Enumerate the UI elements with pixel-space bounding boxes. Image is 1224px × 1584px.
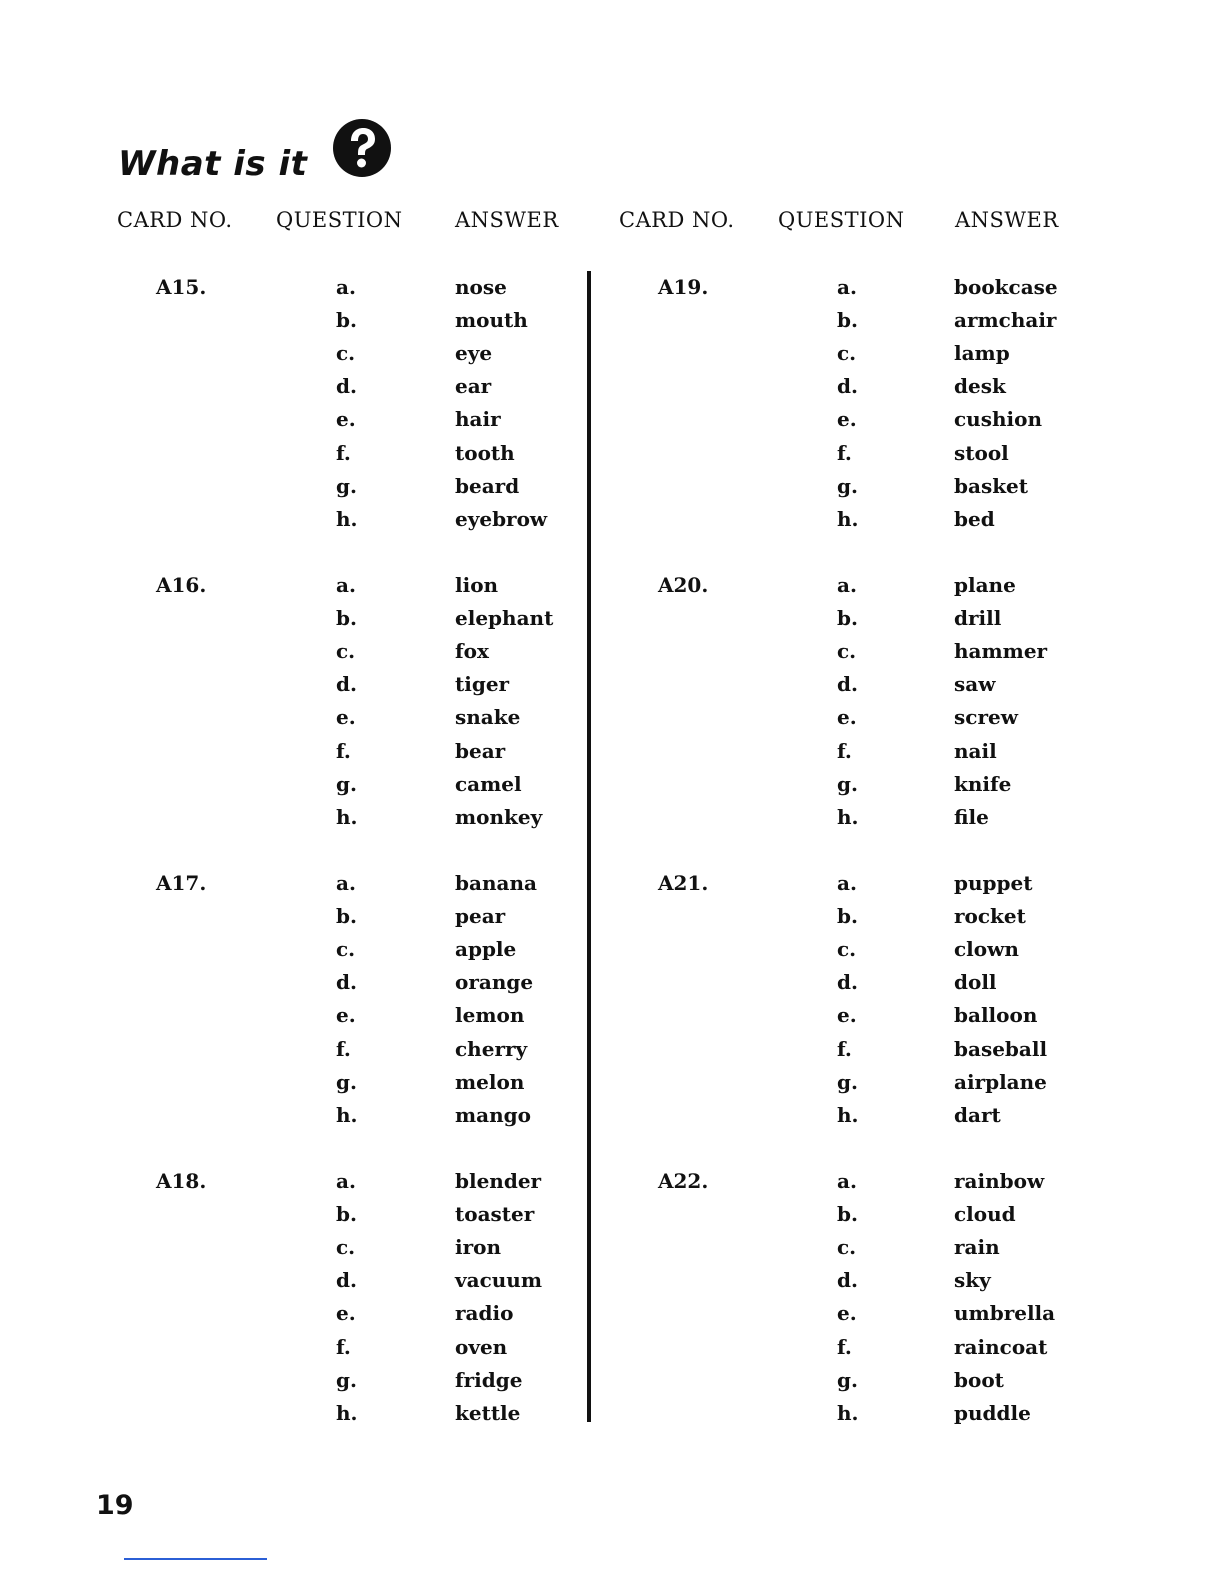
answer-text: rainbow bbox=[954, 1169, 1045, 1193]
question-letter: a. bbox=[837, 573, 857, 597]
answer-text: baseball bbox=[954, 1037, 1048, 1061]
answer-text: balloon bbox=[954, 1003, 1038, 1027]
card-number: A16. bbox=[156, 573, 207, 597]
answer-text: lamp bbox=[954, 341, 1010, 365]
question-letter: b. bbox=[336, 606, 357, 630]
page-number: 19 bbox=[96, 1490, 134, 1521]
question-letter: c. bbox=[336, 1235, 356, 1259]
answer-text: lemon bbox=[455, 1003, 525, 1027]
header-card-no-left: CARD NO. bbox=[117, 208, 233, 232]
question-letter: b. bbox=[837, 308, 858, 332]
answer-text: vacuum bbox=[455, 1268, 543, 1292]
header-answer-left: ANSWER bbox=[455, 208, 559, 232]
answer-text: hair bbox=[455, 407, 501, 431]
footer-rule bbox=[124, 1558, 267, 1560]
answer-text: cushion bbox=[954, 407, 1042, 431]
question-letter: c. bbox=[837, 937, 857, 961]
question-letter: e. bbox=[837, 705, 857, 729]
question-letter: g. bbox=[336, 1368, 357, 1392]
answer-text: sky bbox=[954, 1268, 991, 1292]
question-letter: f. bbox=[336, 1335, 351, 1359]
header-question-right: QUESTION bbox=[778, 208, 905, 232]
question-letter: e. bbox=[336, 1301, 356, 1325]
question-letter: e. bbox=[837, 407, 857, 431]
answer-text: raincoat bbox=[954, 1335, 1048, 1359]
question-letter: g. bbox=[837, 474, 858, 498]
question-letter: g. bbox=[336, 772, 357, 796]
answer-text: armchair bbox=[954, 308, 1057, 332]
question-letter: d. bbox=[336, 672, 357, 696]
question-letter: a. bbox=[336, 275, 356, 299]
question-letter: f. bbox=[336, 739, 351, 763]
answer-text: knife bbox=[954, 772, 1012, 796]
question-letter: e. bbox=[336, 407, 356, 431]
card-number: A15. bbox=[156, 275, 207, 299]
answer-text: eyebrow bbox=[455, 507, 548, 531]
question-letter: g. bbox=[336, 474, 357, 498]
question-letter: g. bbox=[837, 1070, 858, 1094]
answer-text: blender bbox=[455, 1169, 542, 1193]
answer-text: nose bbox=[455, 275, 507, 299]
answer-text: snake bbox=[455, 705, 521, 729]
question-letter: b. bbox=[336, 904, 357, 928]
answer-text: fridge bbox=[455, 1368, 523, 1392]
answer-text: puppet bbox=[954, 871, 1033, 895]
question-letter: e. bbox=[837, 1301, 857, 1325]
answer-text: lion bbox=[455, 573, 499, 597]
answer-text: bear bbox=[455, 739, 506, 763]
question-letter: h. bbox=[837, 507, 859, 531]
answer-text: banana bbox=[455, 871, 537, 895]
answer-text: nail bbox=[954, 739, 997, 763]
question-letter: c. bbox=[336, 639, 356, 663]
answer-text: iron bbox=[455, 1235, 502, 1259]
question-letter: d. bbox=[837, 970, 858, 994]
answer-text: beard bbox=[455, 474, 520, 498]
answer-text: mouth bbox=[455, 308, 528, 332]
answer-text: toaster bbox=[455, 1202, 535, 1226]
answer-text: cherry bbox=[455, 1037, 528, 1061]
answer-text: clown bbox=[954, 937, 1019, 961]
question-letter: a. bbox=[837, 871, 857, 895]
answer-text: orange bbox=[455, 970, 534, 994]
answer-text: umbrella bbox=[954, 1301, 1056, 1325]
answer-text: tiger bbox=[455, 672, 510, 696]
answer-text: camel bbox=[455, 772, 522, 796]
question-letter: d. bbox=[837, 374, 858, 398]
question-letter: h. bbox=[336, 1103, 358, 1127]
answer-text: fox bbox=[455, 639, 489, 663]
answer-text: eye bbox=[455, 341, 493, 365]
header-card-no-right: CARD NO. bbox=[619, 208, 735, 232]
question-letter: f. bbox=[837, 1335, 852, 1359]
question-mark-circle-icon bbox=[332, 118, 392, 178]
answer-text: stool bbox=[954, 441, 1009, 465]
question-letter: a. bbox=[336, 871, 356, 895]
question-letter: g. bbox=[336, 1070, 357, 1094]
question-letter: b. bbox=[336, 308, 357, 332]
question-letter: f. bbox=[837, 441, 852, 465]
column-divider bbox=[587, 271, 591, 1422]
question-letter: b. bbox=[837, 904, 858, 928]
answer-text: boot bbox=[954, 1368, 1004, 1392]
question-letter: h. bbox=[837, 1103, 859, 1127]
question-letter: e. bbox=[336, 1003, 356, 1027]
answer-text: pear bbox=[455, 904, 506, 928]
question-letter: h. bbox=[336, 507, 358, 531]
question-letter: e. bbox=[336, 705, 356, 729]
question-letter: f. bbox=[837, 1037, 852, 1061]
answer-text: bed bbox=[954, 507, 995, 531]
answer-text: kettle bbox=[455, 1401, 521, 1425]
answer-text: file bbox=[954, 805, 989, 829]
question-letter: g. bbox=[837, 772, 858, 796]
question-letter: a. bbox=[837, 275, 857, 299]
question-letter: a. bbox=[837, 1169, 857, 1193]
question-letter: f. bbox=[837, 739, 852, 763]
answer-text: tooth bbox=[455, 441, 515, 465]
question-letter: f. bbox=[336, 441, 351, 465]
answer-text: oven bbox=[455, 1335, 508, 1359]
question-letter: a. bbox=[336, 573, 356, 597]
answer-text: plane bbox=[954, 573, 1016, 597]
answer-text: hammer bbox=[954, 639, 1048, 663]
card-number: A18. bbox=[156, 1169, 207, 1193]
answer-text: monkey bbox=[455, 805, 543, 829]
header-answer-right: ANSWER bbox=[955, 208, 1059, 232]
page-title: What is it bbox=[118, 144, 308, 184]
question-letter: c. bbox=[837, 1235, 857, 1259]
question-letter: f. bbox=[336, 1037, 351, 1061]
answer-text: rocket bbox=[954, 904, 1026, 928]
answer-text: mango bbox=[455, 1103, 531, 1127]
question-letter: b. bbox=[837, 1202, 858, 1226]
answer-text: airplane bbox=[954, 1070, 1047, 1094]
answer-text: doll bbox=[954, 970, 997, 994]
answer-text: saw bbox=[954, 672, 996, 696]
question-letter: c. bbox=[336, 937, 356, 961]
question-letter: h. bbox=[837, 805, 859, 829]
question-letter: d. bbox=[336, 374, 357, 398]
answer-text: bookcase bbox=[954, 275, 1058, 299]
question-letter: c. bbox=[837, 639, 857, 663]
question-letter: g. bbox=[837, 1368, 858, 1392]
answer-text: rain bbox=[954, 1235, 1000, 1259]
question-letter: a. bbox=[336, 1169, 356, 1193]
answer-text: cloud bbox=[954, 1202, 1016, 1226]
question-letter: c. bbox=[336, 341, 356, 365]
question-letter: h. bbox=[336, 1401, 358, 1425]
answer-text: screw bbox=[954, 705, 1018, 729]
answer-text: melon bbox=[455, 1070, 525, 1094]
question-letter: d. bbox=[336, 1268, 357, 1292]
answer-text: basket bbox=[954, 474, 1029, 498]
question-letter: d. bbox=[336, 970, 357, 994]
question-letter: e. bbox=[837, 1003, 857, 1027]
question-letter: h. bbox=[336, 805, 358, 829]
answer-text: ear bbox=[455, 374, 492, 398]
answer-text: drill bbox=[954, 606, 1002, 630]
card-number: A20. bbox=[658, 573, 709, 597]
answer-text: dart bbox=[954, 1103, 1001, 1127]
answer-text: puddle bbox=[954, 1401, 1031, 1425]
answer-text: apple bbox=[455, 937, 517, 961]
question-letter: c. bbox=[837, 341, 857, 365]
question-letter: b. bbox=[336, 1202, 357, 1226]
card-number: A21. bbox=[658, 871, 709, 895]
header-question-left: QUESTION bbox=[276, 208, 403, 232]
card-number: A19. bbox=[658, 275, 709, 299]
answer-text: desk bbox=[954, 374, 1006, 398]
question-letter: h. bbox=[837, 1401, 859, 1425]
question-letter: b. bbox=[837, 606, 858, 630]
card-number: A17. bbox=[156, 871, 207, 895]
answer-text: radio bbox=[455, 1301, 514, 1325]
answer-text: elephant bbox=[455, 606, 554, 630]
question-letter: d. bbox=[837, 672, 858, 696]
question-letter: d. bbox=[837, 1268, 858, 1292]
card-number: A22. bbox=[658, 1169, 709, 1193]
